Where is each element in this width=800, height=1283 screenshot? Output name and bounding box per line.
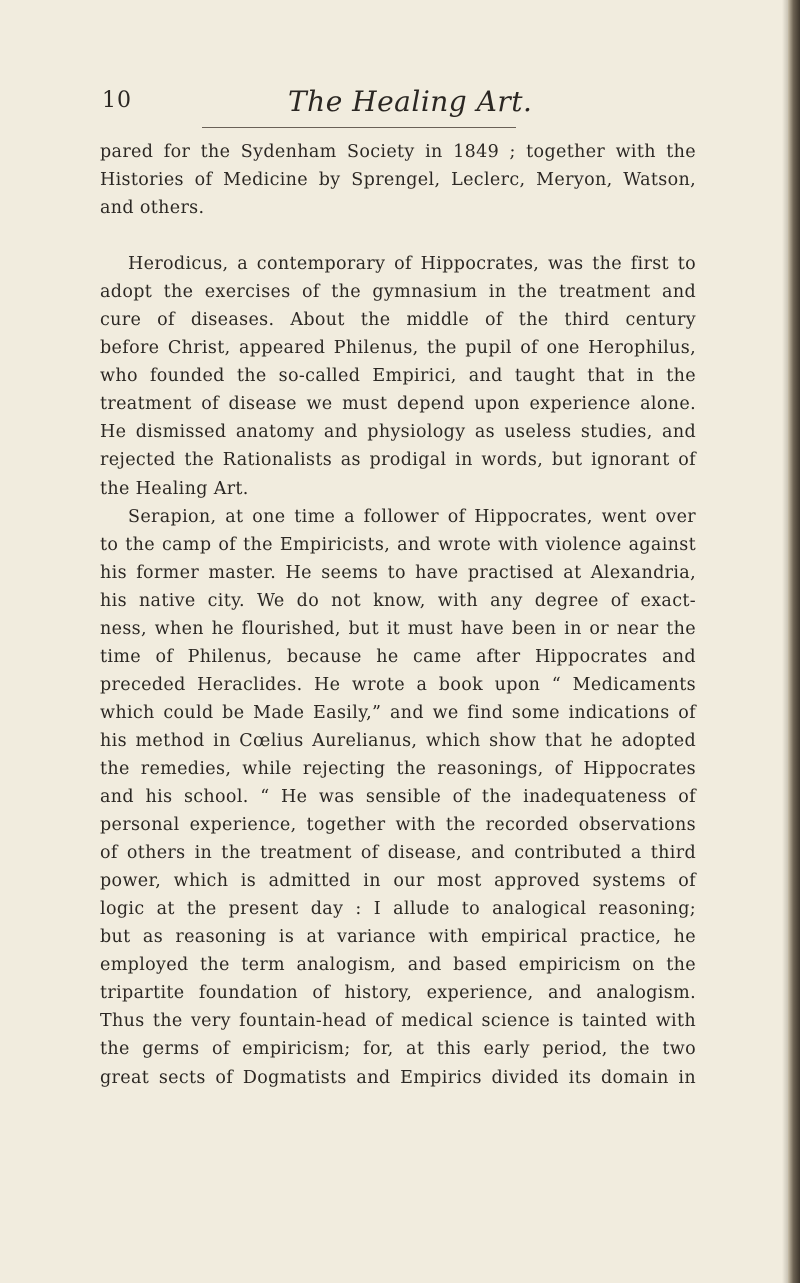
text-line: employed the term analogism, and based empiricism on the xyxy=(100,955,696,976)
text-line: Thus the very fountain-head of medical science is tainted with xyxy=(100,1011,696,1032)
page-header xyxy=(100,85,700,128)
text-line: cure of diseases. About the middle of the third century xyxy=(100,310,696,331)
page-number: 10 xyxy=(102,88,132,113)
text-line: his former master. He seems to have practised at Alexandria, xyxy=(100,562,696,583)
paragraph xyxy=(100,138,696,222)
text-line: before Christ, appeared Philenus, the pupil of one Herophilus, xyxy=(100,338,696,359)
text-line: Herodicus, a contemporary of Hippocrates, was the first to xyxy=(128,254,696,275)
text-line: ness, when he flourished, but it must have been in or near the xyxy=(100,618,696,639)
text-line: his method in Cœlius Aurelianus, which show that he adopted xyxy=(100,730,696,751)
text-line: which could be Made Easily,” and we find some indications of xyxy=(100,702,696,723)
text-line: rejected the Rationalists as prodigal in words, but ignorant of xyxy=(100,450,696,471)
text-line: Serapion, at one time a follower of Hippocrates, went over xyxy=(128,506,696,527)
text-line: his native city. We do not know, with any degree of exact- xyxy=(100,590,696,611)
header-rule xyxy=(202,127,516,128)
text-line: the Healing Art. xyxy=(100,478,249,499)
page-edge-shadow xyxy=(788,0,800,1283)
body-text xyxy=(100,138,696,1092)
text-line: the remedies, while rejecting the reasonings, of Hippocrates xyxy=(100,758,696,779)
text-line: time of Philenus, because he came after Hippocrates and xyxy=(100,646,696,667)
paragraph xyxy=(100,503,696,1092)
text-line: tripartite foundation of history, experience, and analogism. xyxy=(100,983,696,1004)
text-line: pared for the Sydenham Society in 1849 ; together with the xyxy=(100,142,696,162)
text-line: of others in the treatment of disease, and contributed a third xyxy=(100,843,696,864)
paragraph-gap xyxy=(100,222,696,250)
running-title: The Healing Art. xyxy=(288,85,533,118)
text-line: personal experience, together with the recorded observations xyxy=(100,815,696,836)
text-line: who founded the so-called Empirici, and taught that in the xyxy=(100,366,696,387)
text-line: and others. xyxy=(100,198,205,219)
text-line: He dismissed anatomy and physiology as useless studies, and xyxy=(100,422,696,443)
paragraph xyxy=(100,250,696,502)
text-line: and his school. “ He was sensible of the inadequateness of xyxy=(100,787,696,808)
text-line: power, which is admitted in our most approved systems of xyxy=(100,871,696,892)
text-line: great sects of Dogmatists and Empirics divided its domain in xyxy=(100,1067,696,1088)
text-line: but as reasoning is at variance with empirical practice, he xyxy=(100,927,696,948)
text-line: logic at the present day : I allude to analogical reasoning; xyxy=(100,899,696,920)
text-line: preceded Heraclides. He wrote a book upon “ Medicaments xyxy=(100,674,696,695)
text-line: Histories of Medicine by Sprengel, Leclerc, Meryon, Watson, xyxy=(100,170,696,191)
text-line: the germs of empiricism; for, at this early period, the two xyxy=(100,1039,696,1060)
text-line: adopt the exercises of the gymnasium in the treatment and xyxy=(100,282,696,303)
text-line: to the camp of the Empiricists, and wrote with violence against xyxy=(100,534,696,555)
text-line: treatment of disease we must depend upon experience alone. xyxy=(100,394,696,415)
